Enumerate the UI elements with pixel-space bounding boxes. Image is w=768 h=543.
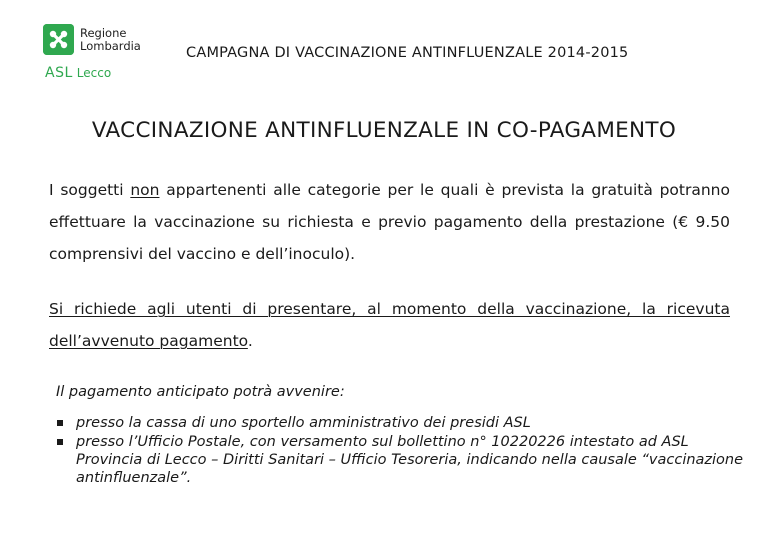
logo-asl-text: ASL <box>45 65 73 81</box>
regione-lombardia-logo-icon <box>43 24 74 55</box>
receipt-text-end: . <box>247 332 253 350</box>
eligibility-underlined-word: non <box>130 181 160 199</box>
page-title: VACCINAZIONE ANTINFLUENZALE IN CO-PAGAMENTO <box>91 118 677 143</box>
campaign-header: CAMPAGNA DI VACCINAZIONE ANTINFLUENZALE 2014-2015 <box>186 45 629 61</box>
logo-region-line1: Regione <box>80 26 127 40</box>
eligibility-text-start: I soggetti <box>49 181 131 199</box>
payment-option-text: presso la cassa di uno sportello amministrativo dei presidi ASL <box>76 415 531 431</box>
list-item <box>56 414 746 432</box>
payment-intro: Il pagamento anticipato potrà avvenire: <box>56 384 345 400</box>
payment-options-list <box>56 414 746 488</box>
bullet-square-icon <box>57 439 63 445</box>
receipt-underlined-text: Si richiede agli utenti di presentare, al momento della vaccinazione, la ricevuta dell’avvenuto pagamento <box>49 300 730 350</box>
logo-asl-label <box>45 65 111 81</box>
logo-city-text: Lecco <box>76 66 112 80</box>
eligibility-text-end: appartenenti alle categorie per le quali è prevista la gratuità potranno effettuare la vaccinazione su richiesta e previo pagamento della prestazione (€ 9.50 comprensivi del vaccino e dell’inoculo). <box>49 181 730 263</box>
list-item <box>56 433 746 487</box>
receipt-paragraph <box>49 293 730 357</box>
bullet-square-icon <box>57 420 63 426</box>
payment-option-text: presso l’Ufficio Postale, con versamento sul bollettino n° 10220226 intestato ad ASL Provincia di Lecco – Diritti Sanitari – Ufficio Tesoreria, indicando nella causale “vaccinazione antinfluenzale”. <box>76 434 744 486</box>
logo-region-line2: Lombardia <box>80 39 141 53</box>
logo-region-name <box>80 27 141 53</box>
eligibility-paragraph <box>49 174 730 270</box>
asl-lecco-logo <box>43 24 153 84</box>
